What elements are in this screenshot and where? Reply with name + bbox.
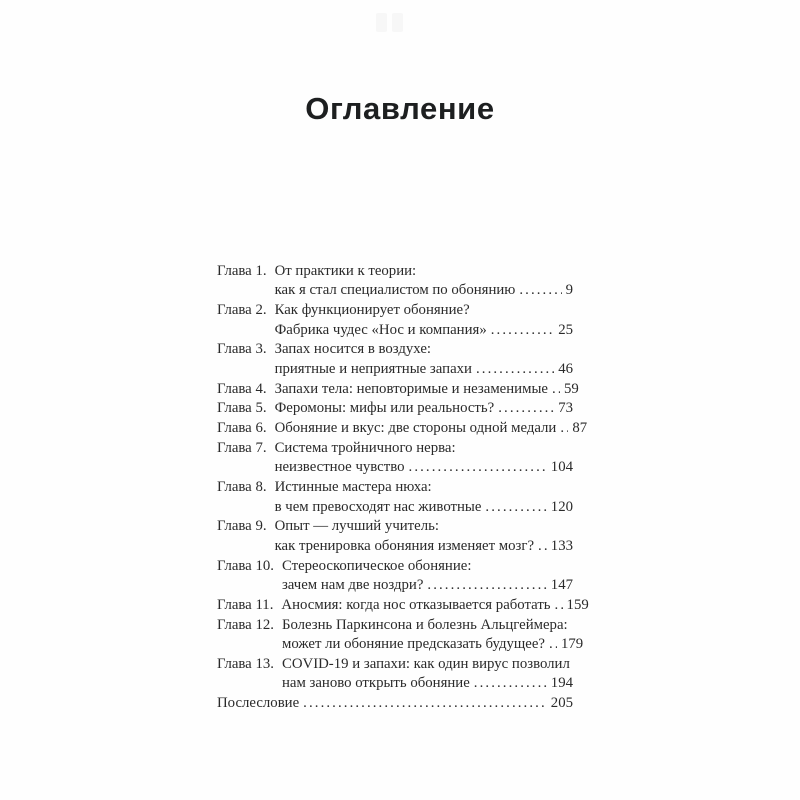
dot-leader: [485, 498, 546, 517]
chapter-label: Глава 9.: [217, 518, 267, 535]
faint-print-through-mark: [376, 13, 387, 32]
toc-entry: [217, 399, 573, 418]
dot-leader: [474, 674, 547, 693]
entry-body: [281, 596, 589, 615]
dot-leader: [519, 281, 561, 300]
page-number: 205: [550, 695, 573, 712]
page-number: 120: [550, 498, 573, 515]
entry-body: [217, 694, 573, 713]
chapter-label: Глава 8.: [217, 479, 267, 496]
entry-title-text: Запахи тела: неповторимые и незаменимые: [274, 380, 548, 397]
chapter-label: Глава 12.: [217, 616, 274, 633]
entry-title-text: в чем превосходят нас животные: [274, 498, 482, 515]
entry-line: [282, 655, 573, 674]
page-number: 73: [558, 400, 573, 417]
entry-title-text: Обоняние и вкус: две стороны одной медали: [274, 420, 557, 437]
page-number: 87: [572, 420, 588, 437]
dot-leader: [560, 419, 568, 438]
entry-line: [281, 635, 584, 654]
entry-body: [275, 439, 573, 478]
toc-entry: [217, 517, 573, 556]
entry-line: [275, 262, 573, 281]
entry-title-text: Феромоны: мифы или реальность?: [274, 400, 495, 417]
page-number: 194: [550, 675, 573, 692]
entry-body: [275, 262, 573, 301]
table-of-contents: [217, 262, 589, 714]
page-number: 133: [550, 537, 573, 554]
page-number: 46: [558, 360, 573, 377]
dot-leader: [409, 458, 547, 477]
toc-entry: [217, 616, 584, 655]
entry-line: [217, 694, 573, 713]
chapter-label: Глава 1.: [217, 263, 267, 279]
dot-leader: [549, 635, 557, 654]
entry-line: [281, 596, 589, 615]
entry-line: [275, 458, 573, 477]
chapter-label: Глава 6.: [217, 420, 267, 437]
page-title: Оглавление: [305, 90, 495, 126]
entry-title-text: Аносмия: когда нос отказывается работать: [281, 596, 551, 613]
page-number: 9: [565, 282, 573, 299]
dot-leader: [303, 694, 547, 713]
entry-line: [275, 439, 573, 458]
entry-line: [275, 281, 573, 300]
toc-entry: [217, 655, 573, 694]
chapter-label: Глава 3.: [217, 341, 267, 358]
dot-leader: [538, 537, 547, 556]
entry-body: [275, 301, 573, 340]
entry-title-text: От практики к теории:: [274, 263, 417, 279]
entry-body: [282, 655, 573, 694]
toc-entry: [217, 557, 573, 596]
entry-title-text: Послесловие: [217, 695, 300, 712]
toc-entry: [217, 340, 573, 379]
chapter-label: Глава 2.: [217, 302, 267, 319]
entry-title-text: Фабрика чудес «Нос и компания»: [274, 321, 487, 338]
toc-entry: [217, 419, 588, 438]
chapter-label: Глава 5.: [217, 400, 267, 417]
entry-title-text: зачем нам две ноздри?: [281, 577, 424, 594]
dot-leader: [491, 321, 554, 340]
entry-line: [275, 360, 573, 379]
entry-body: [274, 380, 579, 399]
entry-title-text: Болезнь Паркинсона и болезнь Альцгеймера:: [281, 616, 568, 633]
toc-entry: [217, 439, 573, 478]
entry-line: [275, 340, 573, 359]
faint-print-through-mark: [392, 13, 403, 32]
dot-leader: [498, 399, 554, 418]
entry-body: [275, 478, 573, 517]
entry-line: [275, 301, 573, 320]
entry-title-text: приятные и неприятные запахи: [274, 360, 472, 377]
dot-leader: [555, 596, 563, 615]
page-number: 59: [563, 380, 579, 397]
entry-title-text: может ли обоняние предсказать будущее?: [281, 636, 545, 653]
page-number: 25: [558, 321, 573, 338]
page-number: 159: [566, 596, 589, 613]
entry-title-text: Как функционирует обоняние?: [274, 302, 470, 319]
entry-line: [275, 498, 573, 517]
entry-line: [282, 674, 573, 693]
dot-leader: [427, 576, 546, 595]
page-number: 104: [550, 459, 573, 476]
entry-line: [282, 576, 573, 595]
toc-entry: [217, 694, 573, 713]
entry-title-text: как я стал специалистом по обонянию: [274, 282, 516, 299]
chapter-label: Глава 10.: [217, 557, 274, 574]
entry-title-text: Запах носится в воздухе:: [274, 341, 432, 358]
entry-title-text: нам заново открыть обоняние: [281, 675, 470, 692]
toc-entry: [217, 596, 589, 615]
entry-body: [282, 557, 573, 596]
entry-title-text: неизвестное чувство: [274, 459, 405, 476]
entry-line: [275, 478, 573, 497]
entry-line: [274, 419, 588, 438]
entry-line: [275, 321, 573, 340]
chapter-label: Глава 4.: [217, 380, 267, 397]
chapter-label: Глава 11.: [217, 596, 274, 613]
toc-entry: [217, 262, 573, 301]
entry-title-text: Опыт — лучший учитель:: [274, 518, 439, 535]
entry-body: [281, 616, 584, 655]
entry-title-text: Стереоскопическое обоняние:: [281, 557, 472, 574]
entry-body: [275, 517, 573, 556]
page-number: 179: [560, 636, 584, 653]
toc-entry: [217, 380, 579, 399]
entry-line: [275, 537, 573, 556]
entry-line: [282, 557, 573, 576]
entry-body: [275, 340, 573, 379]
toc-entry: [217, 301, 573, 340]
chapter-label: Глава 13.: [217, 655, 274, 672]
entry-line: [282, 616, 573, 635]
entry-line: [275, 399, 573, 418]
dot-leader: [476, 360, 554, 379]
entry-title-text: COVID-19 и запахи: как один вирус позволил: [281, 655, 570, 672]
entry-title-text: как тренировка обоняния изменяет мозг?: [274, 537, 535, 554]
chapter-label: Глава 7.: [217, 440, 267, 456]
entry-title-text: Система тройничного нерва:: [274, 440, 456, 456]
entry-body: [274, 419, 588, 438]
entry-line: [275, 517, 573, 536]
dot-leader: [552, 380, 560, 399]
entry-body: [275, 399, 573, 418]
entry-title-text: Истинные мастера нюха:: [274, 479, 432, 496]
toc-entry: [217, 478, 573, 517]
page-number: 147: [550, 577, 573, 594]
entry-line: [274, 380, 579, 399]
